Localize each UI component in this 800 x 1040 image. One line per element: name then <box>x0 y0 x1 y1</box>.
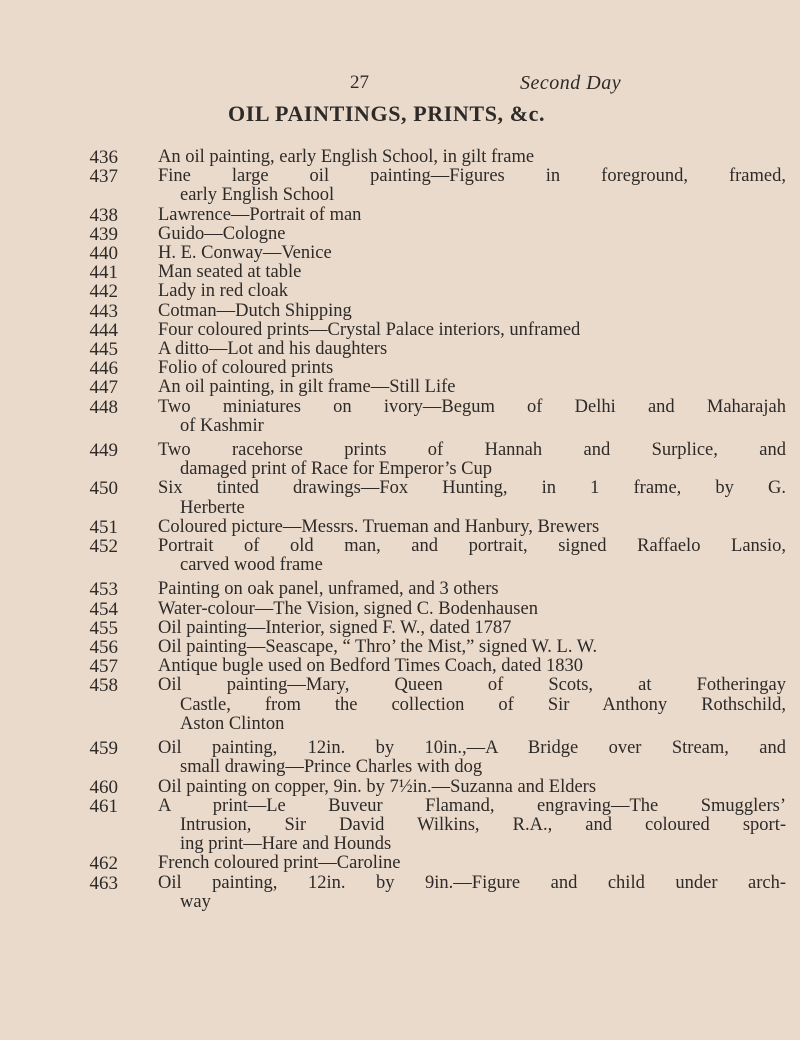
lot-entry <box>0 148 800 167</box>
lot-description-line: early English School <box>180 185 335 206</box>
lot-entry <box>0 518 800 537</box>
lot-number: 442 <box>89 281 118 303</box>
lot-description-line: Oil painting on copper, 9in. by 7½in.—Suzanna and Elders <box>158 776 597 797</box>
lot-description-line: Man seated at table <box>158 262 302 283</box>
lot-description-line: Oil painting, 12in. by 10in.,—A Bridge over Stream, and <box>158 738 786 759</box>
lot-entry <box>0 225 800 244</box>
lot-description-line: Portrait of old man, and portrait, signed Raffaelo Lansio, <box>158 536 786 557</box>
lot-number: 444 <box>89 319 118 341</box>
page-number: 27 <box>350 72 369 93</box>
lot-number: 459 <box>89 738 118 760</box>
lot-description-line: Guido—Cologne <box>158 223 286 244</box>
lot-number: 447 <box>89 377 118 399</box>
lot-entry <box>0 600 800 619</box>
lot-description-line: Six tinted drawings—Fox Hunting, in 1 frame, by G. <box>158 478 786 499</box>
section-title: OIL PAINTINGS, PRINTS, &c. <box>228 101 546 126</box>
lot-number: 440 <box>89 243 118 265</box>
lot-description-line: of Kashmir <box>180 415 264 436</box>
lot-description-line: Castle, from the collection of Sir Anthony Rothschild, <box>180 694 786 715</box>
lot-entry <box>0 398 800 436</box>
lot-description-line: Folio of coloured prints <box>158 358 334 379</box>
lot-entry <box>0 778 800 797</box>
lot-number: 445 <box>89 339 118 361</box>
lot-description-line: ing print—Hare and Hounds <box>180 834 392 855</box>
lot-entry <box>0 321 800 340</box>
lot-entry <box>0 378 800 397</box>
lot-description-line: damaged print of Race for Emperor’s Cup <box>180 459 493 480</box>
lot-number: 451 <box>89 516 118 538</box>
lot-number: 457 <box>89 656 118 678</box>
lot-description-line: A print—Le Buveur Flamand, engraving—The Smugglers’ <box>158 795 786 816</box>
lot-description-line: Two miniatures on ivory—Begum of Delhi and Maharajah <box>158 396 786 417</box>
lot-entry <box>0 797 800 855</box>
lot-entry <box>0 854 800 873</box>
lot-number: 460 <box>89 776 118 798</box>
lot-entry <box>0 441 800 479</box>
lot-description-line: way <box>180 891 211 912</box>
lot-description-line: A ditto—Lot and his daughters <box>158 339 388 360</box>
lot-entry <box>0 282 800 301</box>
lot-number: 456 <box>89 637 118 659</box>
lot-description-line: Two racehorse prints of Hannah and Surplice, and <box>158 440 786 461</box>
lot-description-line: An oil painting, in gilt frame—Still Life <box>158 377 456 398</box>
lot-number: 439 <box>89 223 118 245</box>
lot-number: 454 <box>89 598 118 620</box>
lot-description-line: Water-colour—The Vision, signed C. Bodenhausen <box>158 598 538 619</box>
lot-description-line: Intrusion, Sir David Wilkins, R.A., and coloured sport- <box>180 814 786 835</box>
lot-number: 438 <box>89 204 118 226</box>
lot-entry <box>0 167 800 205</box>
lot-description-line: French coloured print—Caroline <box>158 853 401 874</box>
lot-description-line: An oil painting, early English School, in gilt frame <box>158 147 535 167</box>
lot-number: 461 <box>89 795 118 817</box>
lot-description-line: Lawrence—Portrait of man <box>158 204 362 225</box>
lot-number: 462 <box>89 853 118 875</box>
lot-description-line: Cotman—Dutch Shipping <box>158 300 352 321</box>
lot-list <box>0 148 800 912</box>
lot-number: 448 <box>89 396 118 418</box>
lot-description-line: Herberte <box>180 497 245 518</box>
lot-number: 441 <box>89 262 118 284</box>
lot-number: 437 <box>89 166 118 188</box>
lot-number: 449 <box>89 440 118 462</box>
lot-number: 443 <box>89 300 118 322</box>
lot-entry <box>0 206 800 225</box>
lot-entry <box>0 537 800 575</box>
lot-entry <box>0 657 800 676</box>
lot-description-line: Oil painting, 12in. by 9in.—Figure and child under arch- <box>158 872 786 893</box>
lot-description-line: Fine large oil painting—Figures in foreground, framed, <box>158 166 786 187</box>
lot-number: 446 <box>89 358 118 380</box>
lot-number: 453 <box>89 579 118 601</box>
lot-number: 463 <box>89 872 118 894</box>
lot-description-line: Oil painting—Interior, signed F. W., dated 1787 <box>158 617 512 638</box>
lot-entry <box>0 244 800 263</box>
lot-description-line: Lady in red cloak <box>158 281 288 302</box>
lot-entry <box>0 638 800 657</box>
lot-description-line: Coloured picture—Messrs. Trueman and Hanbury, Brewers <box>158 516 600 537</box>
lot-entry <box>0 874 800 912</box>
lot-entry <box>0 676 800 734</box>
lot-entry <box>0 619 800 638</box>
lot-number: 458 <box>89 675 118 697</box>
lot-description-line: Aston Clinton <box>180 713 285 734</box>
lot-number: 450 <box>89 478 118 500</box>
lot-description-line: H. E. Conway—Venice <box>158 243 332 264</box>
lot-description-line: small drawing—Prince Charles with dog <box>180 757 483 778</box>
lot-entry <box>0 739 800 777</box>
lot-number: 452 <box>89 536 118 558</box>
lot-description-line: carved wood frame <box>180 555 323 576</box>
lot-entry <box>0 340 800 359</box>
lot-description-line: Oil painting—Seascape, “ Thro’ the Mist,” signed W. L. W. <box>158 637 598 658</box>
lot-entry <box>0 479 800 517</box>
lot-number: 455 <box>89 617 118 639</box>
lot-number: 436 <box>89 147 118 168</box>
lot-description-line: Painting on oak panel, unframed, and 3 others <box>158 579 499 600</box>
lot-entry <box>0 263 800 282</box>
lot-description-line: Oil painting—Mary, Queen of Scots, at Fotheringay <box>158 675 786 696</box>
lot-entry <box>0 302 800 321</box>
lot-description-line: Antique bugle used on Bedford Times Coach, dated 1830 <box>158 656 583 677</box>
lot-entry <box>0 359 800 378</box>
sale-day: Second Day <box>520 72 622 94</box>
lot-entry <box>0 580 800 599</box>
lot-description-line: Four coloured prints—Crystal Palace interiors, unframed <box>158 319 581 340</box>
